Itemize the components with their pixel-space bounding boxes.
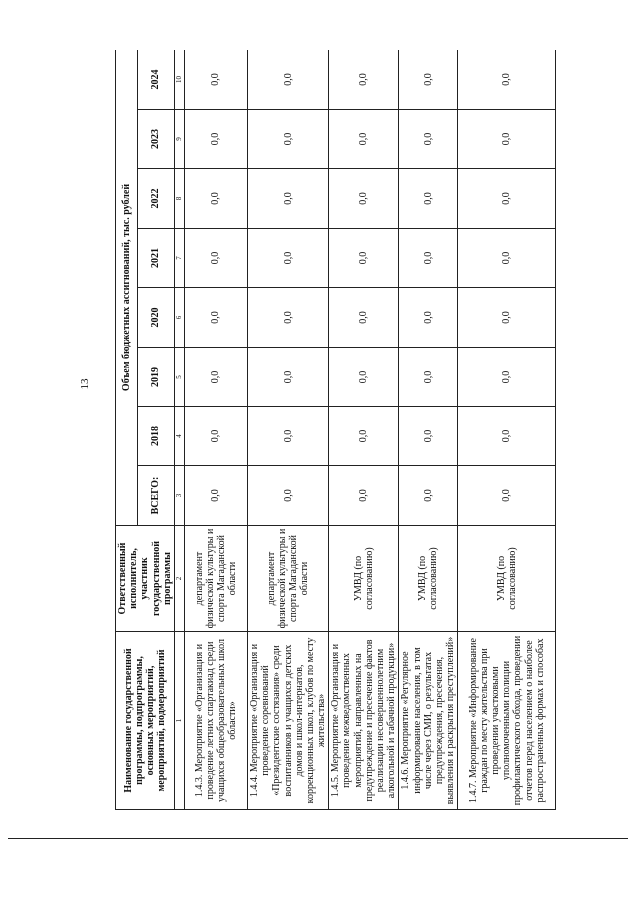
row-value: 0,0	[399, 407, 458, 466]
row-name: 1.4.7. Мероприятие «Информирование граждан по месту жительства при проведении участковыми уполномоченными полиции профилактического обхода, проведении отчетов перед населением о наиболее распространенных формах и способах	[458, 632, 556, 810]
header-year: 2023	[137, 110, 174, 169]
row-value: 0,0	[329, 50, 399, 110]
row-executor: УМВД (по согласованию)	[399, 526, 458, 632]
header-year: 2022	[137, 169, 174, 229]
row-value: 0,0	[458, 407, 556, 466]
budget-table-container	[115, 50, 559, 810]
row-executor: департамент физической культуры и спорта Магаданской области	[247, 526, 328, 632]
index-cell: 7	[174, 229, 184, 288]
index-row	[174, 50, 184, 810]
row-value: 0,0	[184, 110, 247, 169]
row-value: 0,0	[247, 348, 328, 407]
row-name: 1.4.5. Мероприятие «Организация и проведение межведомственных мероприятий, направленных на предупреждение и пресечение фактов реализации несовершеннолетним алкогольной и табачной продукции»	[329, 632, 399, 810]
row-executor: УМВД (по согласованию)	[329, 526, 399, 632]
row-value: 0,0	[458, 348, 556, 407]
row-name: 1.4.3. Мероприятие «Организация и проведение летних спартакиад среди учащихся общеобразовательных школ области»	[184, 632, 247, 810]
header-name-col: Наименование государственной программы, подпрограммы, основных мероприятий, мероприятий, подмероприятий	[116, 632, 175, 810]
row-value: 0,0	[458, 288, 556, 348]
header-year: 2019	[137, 348, 174, 407]
index-cell: 2	[174, 526, 184, 632]
budget-table	[115, 50, 556, 810]
header-total: ВСЕГО:	[137, 466, 174, 526]
row-value: 0,0	[184, 288, 247, 348]
table-row	[247, 50, 328, 810]
header-year: 2018	[137, 407, 174, 466]
row-value: 0,0	[399, 50, 458, 110]
row-value: 0,0	[184, 407, 247, 466]
row-value: 0,0	[184, 169, 247, 229]
header-budget-group: Объем бюджетных ассигнований, тыс. рублей	[116, 50, 138, 526]
row-value: 0,0	[399, 229, 458, 288]
row-value: 0,0	[329, 229, 399, 288]
index-cell: 5	[174, 348, 184, 407]
row-value: 0,0	[247, 229, 328, 288]
header-year: 2024	[137, 50, 174, 110]
row-value: 0,0	[329, 348, 399, 407]
row-value: 0,0	[329, 407, 399, 466]
row-value: 0,0	[399, 110, 458, 169]
page-number: 13	[79, 378, 91, 390]
row-value-total: 0,0	[329, 466, 399, 526]
row-value: 0,0	[184, 229, 247, 288]
row-value: 0,0	[247, 50, 328, 110]
table-row	[458, 50, 556, 810]
row-value: 0,0	[399, 288, 458, 348]
row-value-total: 0,0	[399, 466, 458, 526]
row-value: 0,0	[329, 169, 399, 229]
table-row	[184, 50, 247, 810]
index-cell: 8	[174, 169, 184, 229]
row-value: 0,0	[184, 348, 247, 407]
page-divider-line	[8, 838, 628, 839]
table-row	[399, 50, 458, 810]
row-value: 0,0	[329, 288, 399, 348]
row-name: 1.4.4. Мероприятие «Организация и проведение соревнований «Президентские состязания» среди воспитанников и учащихся детских домов и школ-интернатов, коррекционных школ, клубов по месту жительства»	[247, 632, 328, 810]
row-value: 0,0	[329, 110, 399, 169]
header-year: 2021	[137, 229, 174, 288]
index-cell: 3	[174, 466, 184, 526]
index-cell: 10	[174, 50, 184, 110]
row-value: 0,0	[247, 110, 328, 169]
table-row	[329, 50, 399, 810]
row-value: 0,0	[247, 407, 328, 466]
row-value: 0,0	[458, 50, 556, 110]
row-value: 0,0	[458, 169, 556, 229]
row-value: 0,0	[247, 169, 328, 229]
header-row-group	[116, 50, 138, 810]
rotated-table-frame	[115, 50, 559, 810]
row-value: 0,0	[458, 229, 556, 288]
row-value: 0,0	[399, 169, 458, 229]
row-value: 0,0	[399, 348, 458, 407]
index-cell: 4	[174, 407, 184, 466]
row-value-total: 0,0	[247, 466, 328, 526]
row-value-total: 0,0	[458, 466, 556, 526]
index-cell: 9	[174, 110, 184, 169]
row-executor: департамент физической культуры и спорта Магаданской области	[184, 526, 247, 632]
row-name: 1.4.6. Мероприятие «Регулярное информирование населения, в том числе через СМИ, о результатах предупреждения, пресечения, выявления и раскрытия преступлений»	[399, 632, 458, 810]
row-value: 0,0	[458, 110, 556, 169]
header-executor-col: Ответственный исполнитель, участник государственной программы	[116, 526, 175, 632]
index-cell: 6	[174, 288, 184, 348]
row-executor: УМВД (по согласованию)	[458, 526, 556, 632]
index-cell: 1	[174, 632, 184, 810]
row-value: 0,0	[184, 50, 247, 110]
row-value: 0,0	[247, 288, 328, 348]
row-value-total: 0,0	[184, 466, 247, 526]
header-year: 2020	[137, 288, 174, 348]
